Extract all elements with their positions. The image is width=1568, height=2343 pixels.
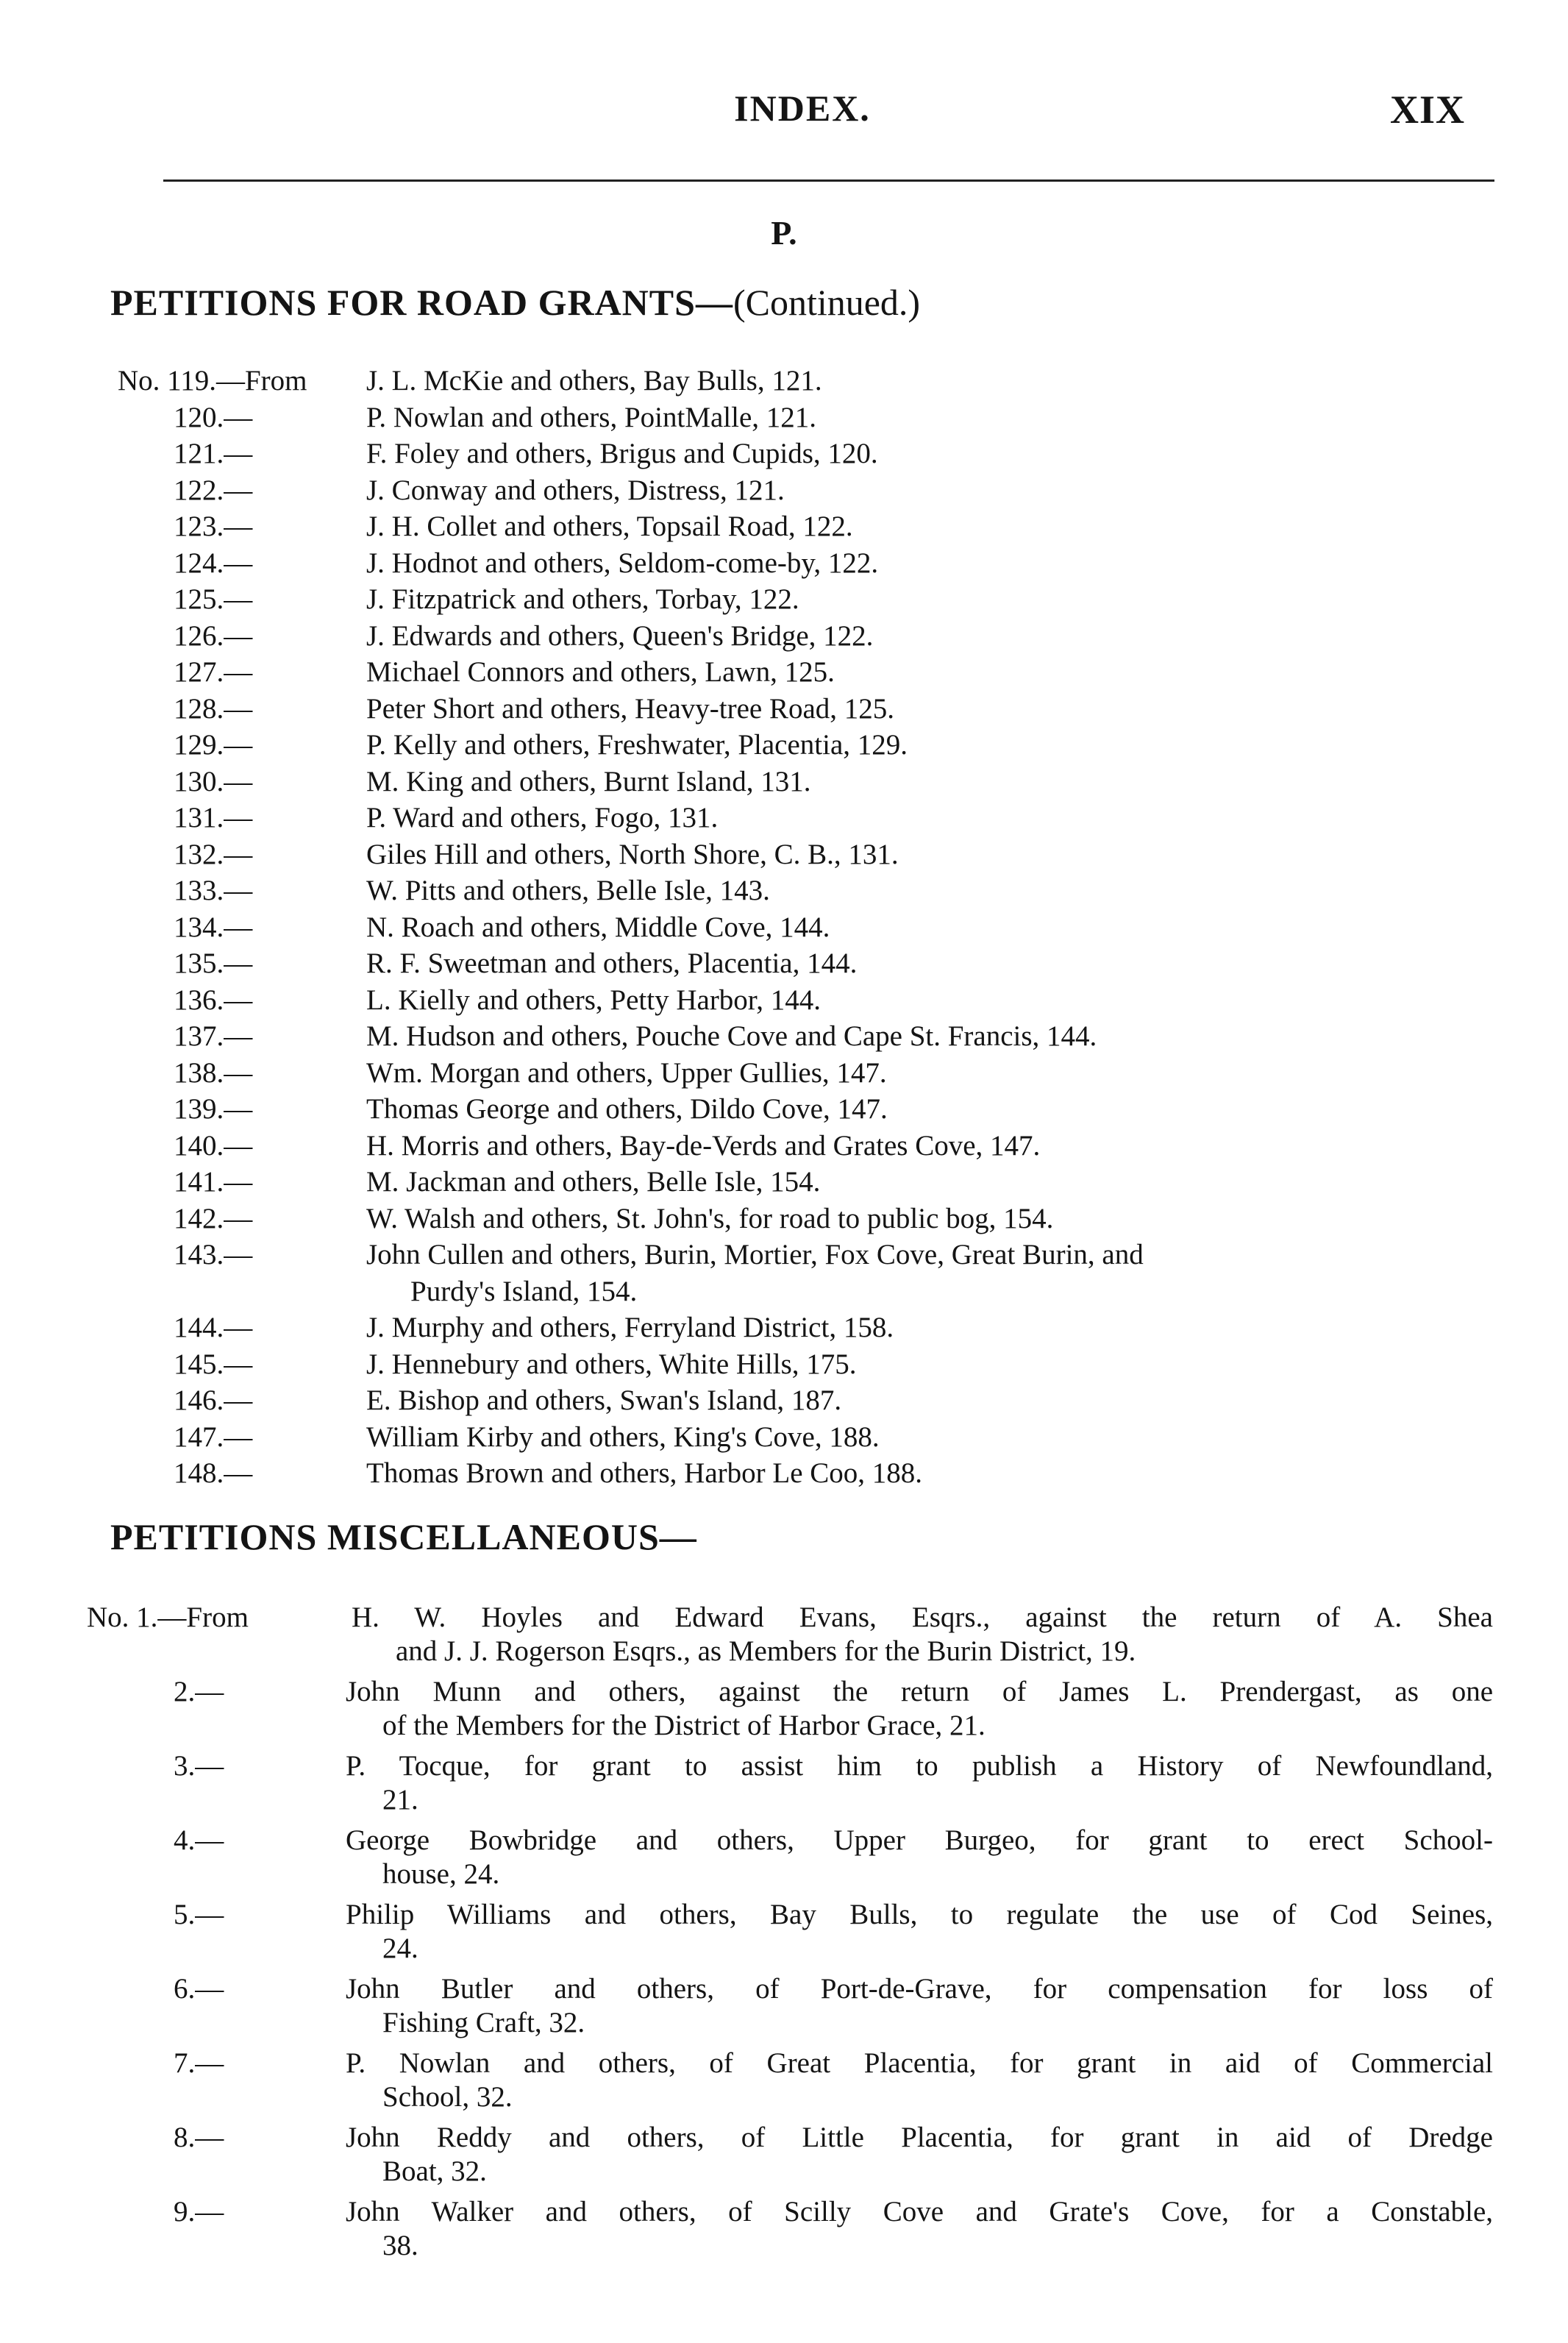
entry-number: 2.— (174, 1676, 224, 1707)
entry-number: 137.— (174, 1020, 253, 1052)
entry-text: M. King and others, Burnt Island, 131. (366, 765, 811, 797)
entry-text: M. Jackman and others, Belle Isle, 154. (366, 1166, 821, 1198)
entry-number: 145.— (174, 1348, 253, 1380)
entry-text: John Butler and others, of Port-de-Grave, for compensation for loss of (346, 1973, 1493, 2005)
entry-text-continued: 38. (382, 2230, 418, 2261)
entry-number: 140.— (174, 1129, 253, 1162)
entry-number: 129.— (174, 729, 253, 761)
entry-number: 128.— (174, 692, 253, 725)
entry-text: J. H. Collet and others, Topsail Road, 122. (366, 511, 853, 542)
entry-text: Thomas Brown and others, Harbor Le Coo, 188. (366, 1457, 923, 1489)
entry-text: William Kirby and others, King's Cove, 188. (366, 1421, 880, 1453)
entry-number: No. 1.—From (87, 1601, 249, 1633)
entry-text: F. Foley and others, Brigus and Cupids, 120. (366, 438, 878, 469)
entry-number: 148.— (174, 1457, 253, 1489)
entry-number: 126.— (174, 619, 253, 652)
entry-text-continued: house, 24. (382, 1858, 500, 1890)
entry-number: 141.— (174, 1166, 253, 1198)
entry-number: 8.— (174, 2122, 224, 2153)
entry-number: 122.— (174, 474, 253, 506)
entry-text: John Walker and others, of Scilly Cove and Grate's Cove, for a Constable, (346, 2196, 1493, 2228)
entry-text: J. Murphy and others, Ferryland District, 158. (366, 1312, 894, 1343)
entry-number: 124.— (174, 547, 253, 579)
entry-text: N. Roach and others, Middle Cove, 144. (366, 911, 830, 943)
entry-text: John Cullen and others, Burin, Mortier, Fox Cove, Great Burin, and (366, 1239, 1144, 1270)
entry-number: 139.— (174, 1093, 253, 1125)
entry-text: P. Tocque, for grant to assist him to publish a History of Newfoundland, (346, 1750, 1493, 1782)
entry-number: 133.— (174, 875, 253, 906)
entry-text: J. L. McKie and others, Bay Bulls, 121. (366, 365, 822, 397)
entry-number: 132.— (174, 838, 253, 870)
entry-text: John Munn and others, against the return of James L. Prendergast, as one (346, 1676, 1493, 1707)
page-number: XIX (1389, 88, 1465, 132)
entry-number: 7.— (174, 2047, 224, 2079)
road-grants-heading-note: (Continued.) (733, 282, 921, 323)
entry-number: 136.— (174, 984, 253, 1016)
entry-text: H. W. Hoyles and Edward Evans, Esqrs., against the return of A. Shea (352, 1601, 1493, 1633)
entry-text: J. Edwards and others, Queen's Bridge, 122. (366, 619, 874, 652)
entry-text: Wm. Morgan and others, Upper Gullies, 147. (366, 1056, 887, 1089)
running-head: INDEX. (734, 88, 871, 129)
entry-text-continued: Purdy's Island, 154. (410, 1275, 638, 1307)
entry-text: L. Kielly and others, Petty Harbor, 144. (366, 984, 821, 1016)
entry-text: Michael Connors and others, Lawn, 125. (366, 656, 835, 688)
entry-number: 138.— (174, 1056, 253, 1089)
page-header (110, 87, 1494, 146)
entry-number: 143.— (174, 1239, 253, 1270)
entry-number: 130.— (174, 765, 253, 797)
header-rule (163, 179, 1494, 182)
entry-number: 147.— (174, 1421, 253, 1453)
entry-number: 123.— (174, 511, 253, 542)
entry-text: J. Fitzpatrick and others, Torbay, 122. (366, 583, 799, 615)
entry-text: H. Morris and others, Bay-de-Verds and Grates Cove, 147. (366, 1129, 1041, 1162)
entry-text-continued: of the Members for the District of Harbor Grace, 21. (382, 1710, 986, 1741)
section-letter: P. (771, 214, 797, 252)
entry-text: J. Conway and others, Distress, 121. (366, 474, 785, 506)
entry-text: W. Walsh and others, St. John's, for road to public bog, 154. (366, 1202, 1054, 1234)
entry-number: 144.— (174, 1312, 253, 1343)
entry-text: P. Ward and others, Fogo, 131. (366, 802, 719, 833)
entry-number: 120.— (174, 401, 253, 433)
entry-text: Thomas George and others, Dildo Cove, 147. (366, 1093, 888, 1125)
entry-text: R. F. Sweetman and others, Placentia, 144. (366, 947, 858, 979)
entry-number: 135.— (174, 947, 253, 979)
entry-text: E. Bishop and others, Swan's Island, 187. (366, 1384, 842, 1416)
entry-number: 9.— (174, 2196, 224, 2228)
entry-text: Philip Williams and others, Bay Bulls, to regulate the use of Cod Seines, (346, 1899, 1493, 1930)
entry-text: P. Nowlan and others, of Great Placentia, for grant in aid of Commercial (346, 2047, 1493, 2079)
entry-text-continued: 21. (382, 1784, 418, 1816)
road-grants-heading (110, 281, 920, 324)
entry-text: George Bowbridge and others, Upper Burgeo, for grant to erect School- (346, 1824, 1493, 1856)
entry-text: J. Hennebury and others, White Hills, 175. (366, 1348, 857, 1380)
entry-text: Peter Short and others, Heavy-tree Road, 125. (366, 692, 895, 725)
entry-number: 121.— (174, 438, 253, 469)
entry-text-continued: and J. J. Rogerson Esqrs., as Members for the Burin District, 19. (396, 1635, 1136, 1667)
entry-number: 6.— (174, 1973, 224, 2005)
entry-number: 146.— (174, 1384, 253, 1416)
entry-text: J. Hodnot and others, Seldom-come-by, 122. (366, 547, 879, 579)
entry-number: No. 119.—From (118, 365, 307, 397)
entry-text-continued: 24. (382, 1933, 418, 1964)
entry-text: John Reddy and others, of Little Placentia, for grant in aid of Dredge (346, 2122, 1493, 2153)
entry-text: Giles Hill and others, North Shore, C. B., 131. (366, 838, 899, 870)
entry-text: P. Nowlan and others, PointMalle, 121. (366, 401, 817, 433)
entry-number: 127.— (174, 656, 253, 688)
entry-text-continued: School, 32. (382, 2081, 513, 2113)
entry-text-continued: Boat, 32. (382, 2155, 487, 2187)
entry-number: 3.— (174, 1750, 224, 1782)
entry-number: 134.— (174, 911, 253, 943)
entry-number: 5.— (174, 1899, 224, 1930)
misc-heading: PETITIONS MISCELLANEOUS— (110, 1516, 697, 1557)
entry-number: 4.— (174, 1824, 224, 1856)
road-grants-heading-text: PETITIONS FOR ROAD GRANTS— (110, 282, 733, 323)
entry-number: 125.— (174, 583, 253, 615)
entry-number: 142.— (174, 1202, 253, 1234)
entry-text: M. Hudson and others, Pouche Cove and Cape St. Francis, 144. (366, 1020, 1097, 1052)
entry-number: 131.— (174, 802, 253, 833)
entry-text: W. Pitts and others, Belle Isle, 143. (366, 875, 770, 906)
entry-text-continued: Fishing Craft, 32. (382, 2007, 585, 2038)
entry-text: P. Kelly and others, Freshwater, Placentia, 129. (366, 729, 908, 761)
